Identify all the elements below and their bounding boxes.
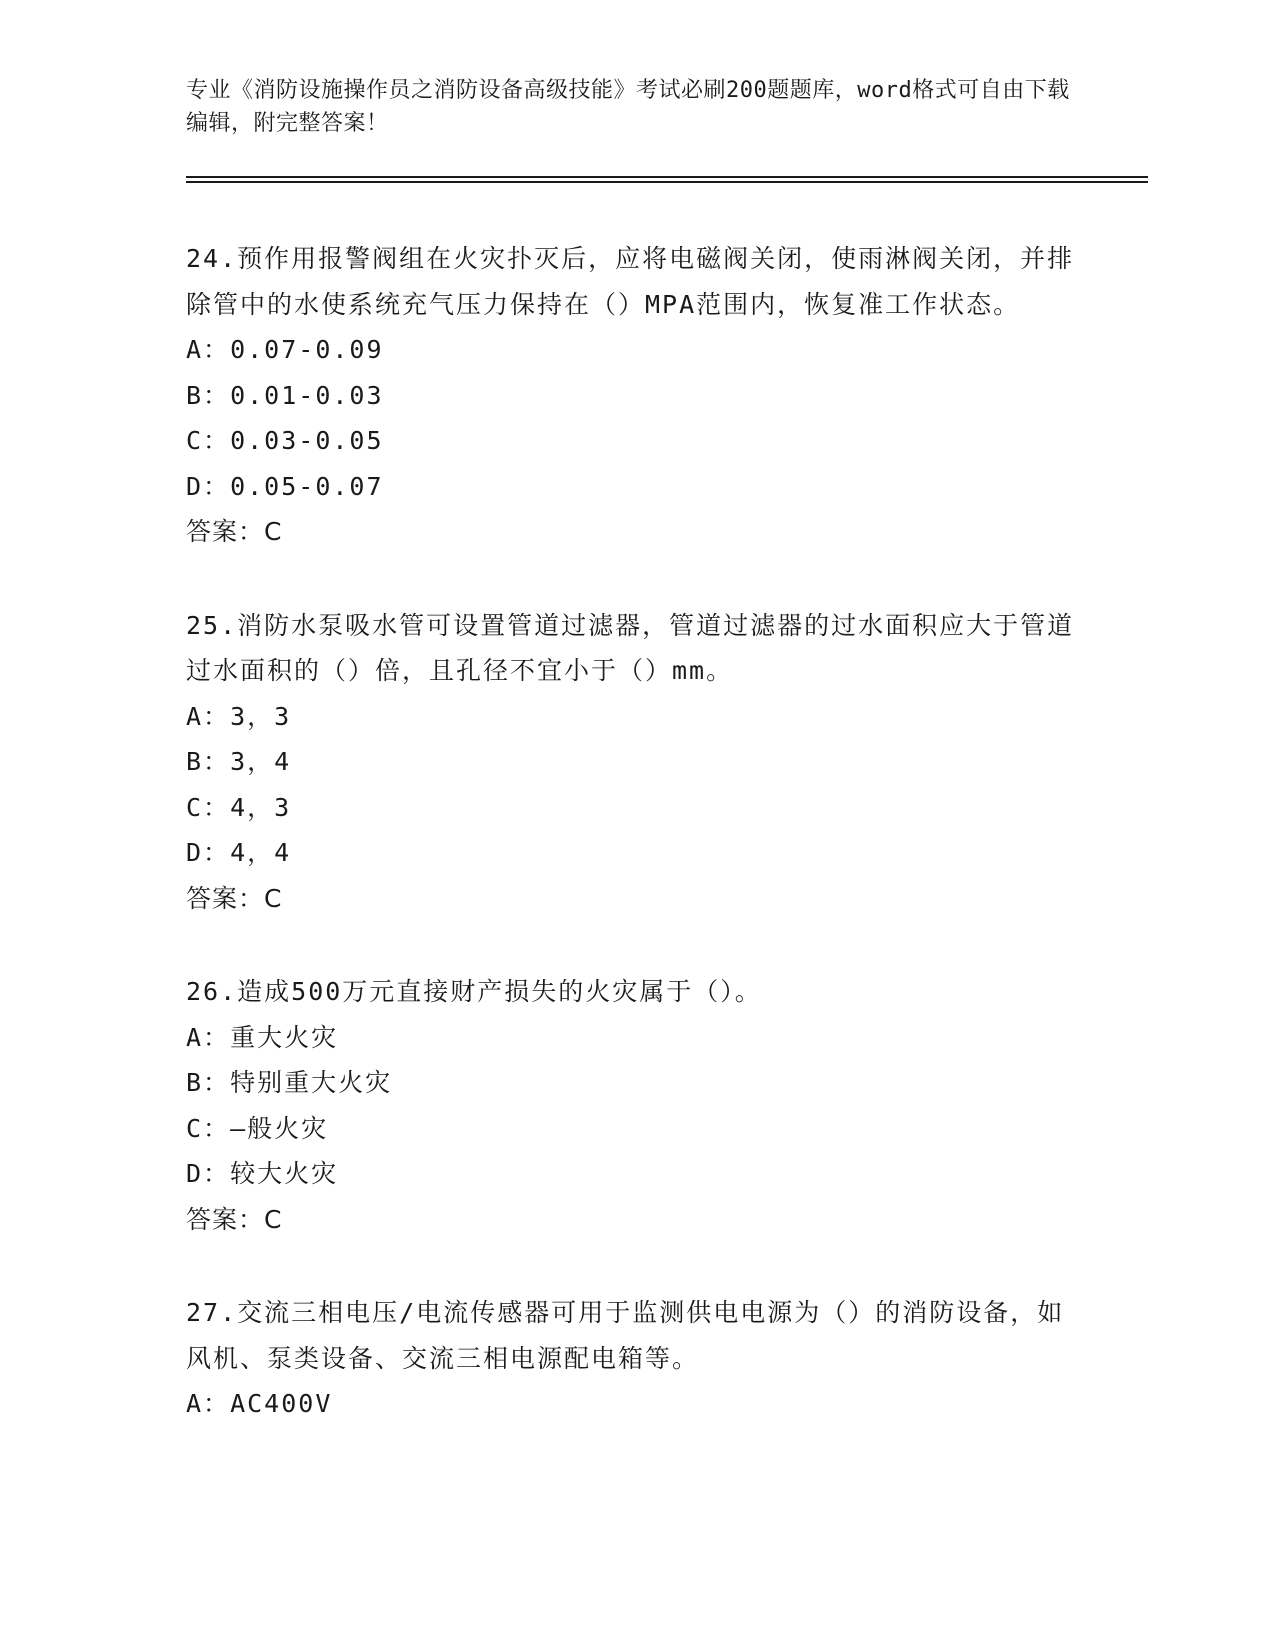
question-24	[186, 236, 1086, 555]
option-d	[186, 830, 1086, 876]
option-a	[186, 694, 1086, 740]
answer-value: C	[264, 883, 283, 913]
option-b	[186, 739, 1086, 785]
option-c	[186, 1106, 1086, 1152]
option-text: 0.01-0.03	[230, 380, 384, 410]
option-label: A：	[186, 335, 231, 364]
option-text: 3，3	[230, 701, 292, 731]
answer-value: C	[264, 1204, 283, 1234]
answer-line	[186, 1197, 1086, 1243]
option-label: D：	[186, 838, 231, 867]
option-label: C：	[186, 792, 231, 822]
question-list	[186, 236, 1086, 1475]
option-text: 3，4	[230, 747, 292, 776]
answer-label: 答案：	[186, 1204, 265, 1234]
option-text: —般火灾	[230, 1113, 329, 1143]
option-text: 0.07-0.09	[230, 335, 384, 364]
answer-value: C	[264, 517, 283, 546]
question-stem: 25.消防水泵吸水管可设置管道过滤器，管道过滤器的过水面积应大于管道过水面积的（）倍，且孔径不宜小于（）mm。	[186, 610, 1075, 685]
header-divider-top	[186, 176, 1148, 178]
question-27	[186, 1290, 1086, 1427]
option-c	[186, 785, 1086, 831]
answer-label: 答案：	[186, 883, 265, 913]
option-label: A：	[186, 701, 231, 731]
option-label: B：	[186, 380, 231, 410]
option-text: 特别重大火灾	[230, 1068, 393, 1097]
answer-label: 答案：	[186, 517, 265, 546]
option-a	[186, 327, 1086, 373]
option-d	[186, 1151, 1086, 1197]
option-d	[186, 464, 1086, 510]
option-label: D：	[186, 1159, 231, 1188]
question-26	[186, 969, 1086, 1242]
option-label: C：	[186, 426, 231, 455]
question-25	[186, 603, 1086, 922]
question-stem: 24.预作用报警阀组在火灾扑灭后，应将电磁阀关闭，使雨淋阀关闭，并排除管中的水使系统充气压力保持在（）MPA范围内，恢复准工作状态。	[186, 244, 1075, 319]
question-stem: 27.交流三相电压/电流传感器可用于监测供电电源为（）的消防设备，如风机、泵类设备、交流三相电源配电箱等。	[186, 1298, 1065, 1373]
option-a	[186, 1381, 1086, 1427]
option-text: 重大火灾	[230, 1022, 339, 1052]
option-text: 0.05-0.07	[230, 471, 384, 501]
option-label: C：	[186, 1113, 231, 1143]
header-divider-bottom	[186, 181, 1148, 183]
option-label: D：	[186, 471, 231, 501]
document-header: 专业《消防设施操作员之消防设备高级技能》考试必刷200题题库，word格式可自由下载编辑，附完整答案！	[186, 78, 1070, 136]
question-stem: 26.造成500万元直接财产损失的火灾属于（）。	[186, 977, 762, 1006]
option-text: 0.03-0.05	[230, 426, 384, 455]
option-b	[186, 373, 1086, 419]
option-c	[186, 418, 1086, 464]
option-text: 较大火灾	[230, 1159, 339, 1188]
option-label: B：	[186, 1068, 231, 1097]
option-text: 4，4	[230, 838, 292, 867]
option-label: A：	[186, 1389, 231, 1418]
answer-line	[186, 509, 1086, 555]
option-label: A：	[186, 1022, 231, 1052]
option-a	[186, 1015, 1086, 1061]
option-text: 4，3	[230, 792, 292, 822]
answer-line	[186, 876, 1086, 922]
option-b	[186, 1060, 1086, 1106]
option-text: AC400V	[230, 1389, 333, 1418]
option-label: B：	[186, 747, 231, 776]
